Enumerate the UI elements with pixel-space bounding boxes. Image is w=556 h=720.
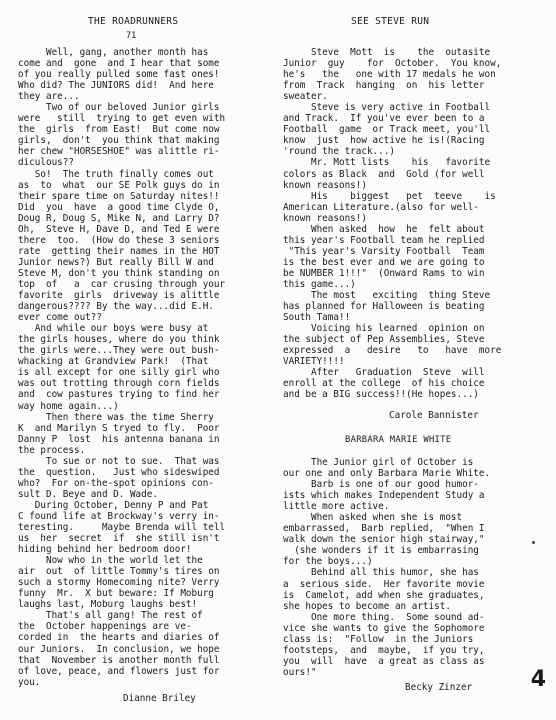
text-line: expressed a desire to have more bbox=[283, 345, 502, 357]
text-line: of love, peace, and flowers just for bbox=[18, 665, 220, 677]
text-line: ours!" bbox=[283, 666, 317, 678]
text-line: enroll at the college of his choice bbox=[283, 378, 485, 390]
text-line: the girls houses, where do you think bbox=[18, 334, 220, 346]
text-line: that November is another month full bbox=[18, 654, 220, 666]
text-line: After Graduation Steve will bbox=[283, 367, 485, 379]
text-line: such a stormy Homecoming nite? Verry bbox=[18, 577, 220, 589]
text-line: of you really pulled some fast ones! bbox=[18, 69, 220, 81]
text-line: this game...) bbox=[283, 278, 356, 290]
text-line: as to what our SE Polk guys do in bbox=[18, 179, 220, 191]
text-line: Steve is very active in Football bbox=[283, 102, 491, 114]
text-line: the girls were...They were out bush- bbox=[18, 345, 220, 357]
text-line: 'round the track...) bbox=[283, 146, 395, 158]
text-line: there too. (How do these 3 seniors bbox=[18, 234, 220, 246]
text-line: their spare time on Saturday nites!! bbox=[18, 190, 220, 202]
text-line: funny Mr. X but beware: If Moburg bbox=[18, 588, 214, 600]
text-line: (she wonders if it is embarrasing bbox=[283, 545, 479, 557]
text-line: the October happenings are ve- bbox=[18, 621, 192, 633]
header-left: THE ROADRUNNERS bbox=[88, 16, 179, 27]
text-line: Then there was the time Sherry bbox=[18, 411, 214, 423]
header-right: SEE STEVE RUN bbox=[351, 16, 430, 27]
text-line: and Track. If you've ever been to a bbox=[283, 113, 485, 125]
text-line: you. bbox=[18, 676, 41, 688]
text-line: is all except for one silly girl who bbox=[18, 367, 220, 379]
text-line: American Literature.(also for well- bbox=[283, 201, 479, 213]
text-line: Junior guy for October. You know, bbox=[283, 58, 502, 70]
text-line: colors as Black and Gold (for well bbox=[283, 168, 485, 180]
text-line: K and Marilyn S tryed to fly. Poor bbox=[18, 422, 220, 434]
text-line: VARIETY!!!! bbox=[283, 356, 345, 368]
text-line: ists which makes Independent Study a bbox=[283, 490, 485, 502]
text-line: Steve M, don't you think standing on bbox=[18, 267, 220, 279]
text-line: So! The truth finally comes out bbox=[18, 168, 214, 180]
text-line: he's the one with 17 medals he won bbox=[283, 69, 496, 81]
text-line: diculous?? bbox=[18, 157, 74, 169]
page-number-small: 71 bbox=[126, 31, 137, 41]
text-line: footsteps, and maybe, if you try, bbox=[283, 644, 485, 656]
text-line: Who did? The JUNIORS did! And here bbox=[18, 80, 214, 92]
text-line: laughs last, Moburg laughs best! bbox=[18, 599, 198, 611]
text-line: teresting. Maybe Brenda will tell bbox=[18, 522, 226, 534]
text-line: embarrassed, Barb replied, "When I bbox=[283, 523, 485, 535]
right-column-barbara bbox=[283, 457, 490, 678]
left-column bbox=[18, 47, 225, 688]
text-line: the question. Just who sideswiped bbox=[18, 466, 220, 478]
text-line: Football game or Track meet, you'll bbox=[283, 124, 491, 136]
section-title: BARBARA MARIE WHITE bbox=[345, 435, 452, 445]
page-number: 4 bbox=[530, 667, 546, 692]
text-line: from Track hanging on his letter bbox=[283, 80, 485, 92]
text-line: this year's Football team he replied bbox=[283, 234, 485, 246]
text-line: is the best ever and we are going to bbox=[283, 256, 485, 268]
text-line: Behind all this humor, she has bbox=[283, 567, 479, 579]
text-line: whacking at Grandview Park! (That bbox=[18, 356, 209, 368]
text-line: was out trotting through corn fields bbox=[18, 378, 220, 390]
text-line: little more active. bbox=[283, 501, 390, 513]
text-line: the subject of Pep Assemblies, Steve bbox=[283, 334, 485, 346]
text-line: ever come out?? bbox=[18, 312, 102, 324]
text-line: who? For on-the-spot opinions con- bbox=[18, 477, 214, 489]
text-line: Well, gang, another month has bbox=[18, 47, 209, 58]
text-line: favorite girls driveway is alittle bbox=[18, 290, 220, 302]
text-line: her chew "HORSESHOE" was alittle ri- bbox=[18, 146, 220, 158]
text-line: His biggest pet teeve is bbox=[283, 190, 496, 202]
text-line: sult D. Beye and D. Wade. bbox=[18, 488, 158, 500]
text-line: Now who in the world let the bbox=[18, 555, 203, 567]
text-line: corded in the hearts and diaries of bbox=[18, 632, 220, 644]
text-line: way home again...) bbox=[18, 400, 119, 412]
text-line: Doug R, Doug S, Mike N, and Larry D? bbox=[18, 212, 220, 224]
text-line: And while our boys were busy at bbox=[18, 323, 209, 335]
text-line: our one and only Barbara Marie White. bbox=[283, 468, 491, 480]
text-line: and cow pastures trying to find her bbox=[18, 389, 220, 401]
speck-mark bbox=[532, 541, 535, 544]
text-line: girls, don't you think that making bbox=[18, 135, 220, 147]
text-line: air out of little Tommy's tires on bbox=[18, 566, 220, 578]
text-line: Mr. Mott lists his favorite bbox=[283, 157, 491, 169]
text-line: Oh, Steve H, Dave D, and Ted E were bbox=[18, 223, 220, 235]
text-line: known reasons!) bbox=[283, 212, 367, 224]
text-line: To sue or not to sue. That was bbox=[18, 455, 220, 467]
text-line: C found life at Brockway's verry in- bbox=[18, 510, 220, 522]
text-line: South Tama!! bbox=[283, 312, 351, 324]
right-column-steve bbox=[283, 47, 501, 401]
text-line: Voicing his learned opinion on bbox=[283, 323, 485, 335]
text-line: Two of our beloved Junior girls bbox=[18, 102, 220, 114]
text-line: The Junior girl of October is bbox=[283, 457, 474, 468]
text-line: us her secret if she still isn't bbox=[18, 533, 220, 545]
text-line: dangerous???? By the way...did E.H. bbox=[18, 301, 214, 313]
right-signature-2: Becky Zinzer bbox=[405, 682, 473, 693]
text-line: One more thing. Some sound ad- bbox=[283, 611, 485, 623]
text-line: a serious side. Her favorite movie bbox=[283, 578, 485, 590]
text-line: they are... bbox=[18, 91, 80, 103]
text-line: come and gone and I hear that some bbox=[18, 58, 220, 70]
text-line: When asked how he felt about bbox=[283, 223, 485, 235]
text-line: "This year's Varsity Football Team bbox=[283, 245, 485, 257]
left-signature: Dianne Briley bbox=[123, 693, 196, 704]
text-line: That's all gang! The rest of bbox=[18, 610, 203, 622]
text-line: During October, Denny P and Pat bbox=[18, 499, 209, 511]
text-line: has planned for Halloween is beating bbox=[283, 301, 485, 313]
text-line: known reasons!) bbox=[283, 179, 367, 191]
text-line: When asked when she is most bbox=[283, 512, 463, 524]
text-line: The most exciting thing Steve bbox=[283, 290, 491, 302]
text-line: walk down the senior high stairway," bbox=[283, 534, 485, 546]
text-line: she hopes to become an artist. bbox=[283, 600, 451, 612]
text-line: class is: "Follow in the Juniors bbox=[283, 633, 474, 645]
text-line: Steve Mott is the outasite bbox=[283, 47, 491, 58]
text-line: our Juniors. In conclusion, we hope bbox=[18, 643, 220, 655]
text-line: sweater. bbox=[283, 91, 328, 103]
text-line: top of a car crusing through your bbox=[18, 278, 226, 290]
text-line: you will have a great as class as bbox=[283, 655, 485, 667]
text-line: and be a BIG success!!(He hopes...) bbox=[283, 389, 479, 401]
right-signature-1: Carole Bannister bbox=[389, 410, 479, 421]
text-line: Barb is one of our good humor- bbox=[283, 479, 479, 491]
text-line: hiding behind her bedroom door! bbox=[18, 544, 192, 556]
text-line: Did you have a good time Clyde O, bbox=[18, 201, 220, 213]
text-line: Junior news?) But really Bill W and bbox=[18, 256, 214, 268]
text-line: were still trying to get even with bbox=[18, 113, 226, 125]
text-line: Danny P lost his antenna banana in bbox=[18, 433, 220, 445]
text-line: is Camelot, add when she graduates, bbox=[283, 589, 485, 601]
text-line: for the boys...) bbox=[283, 556, 373, 568]
text-line: rate getting their names in the HOT bbox=[18, 245, 220, 257]
text-line: the girls from East! But come now bbox=[18, 124, 220, 136]
text-line: be NUMBER 1!!!" (Onward Rams to win bbox=[283, 267, 485, 279]
text-line: the process. bbox=[18, 444, 86, 456]
text-line: know just how active he is!(Racing bbox=[283, 135, 485, 147]
text-line: vice she wants to give the Sophomore bbox=[283, 622, 485, 634]
